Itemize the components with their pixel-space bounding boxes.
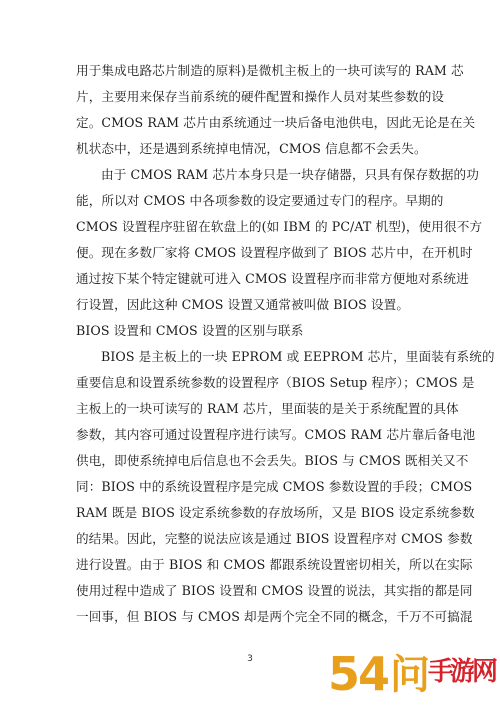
document-line: 由于 CMOS RAM 芯片本身只是一块存储器，只具有保存数据的功 xyxy=(101,167,479,182)
document-line: 重要信息和设置系统参数的设置程序（BIOS Setup 程序）；CMOS 是 xyxy=(76,375,475,390)
watermark-glyph: 网 xyxy=(472,657,499,687)
document-line: 用于集成电路芯片制造的原料)是微机主板上的一块可读写的 RAM 芯 xyxy=(76,63,464,78)
document-line: CMOS 设置程序驻留在软盘上的(如 IBM 的 PC/AT 机型)，使用很不方 xyxy=(76,219,483,234)
document-line: BIOS 是主板上的一块 EPROM 或 EEPROM 芯片，里面装有系统的 xyxy=(101,349,495,364)
watermark-glyph: 5 xyxy=(328,647,361,701)
document-line: RAM 既是 BIOS 设定系统参数的存放场所，又是 BIOS 设定系统参数 xyxy=(76,505,475,520)
document-line: BIOS 设置和 CMOS 设置的区别与联系 xyxy=(76,323,304,338)
document-line: 使用过程中造成了 BIOS 设置和 CMOS 设置的说法，其实指的都是同 xyxy=(76,583,473,598)
document-line: 机状态中，还是遇到系统掉电情况，CMOS 信息都不会丢失。 xyxy=(76,141,427,156)
watermark-glyph: 游 xyxy=(450,657,477,687)
watermark-logo-icon xyxy=(324,630,499,701)
document-line: 进行设置。由于 BIOS 和 CMOS 都跟系统设置密切相关，所以在实际 xyxy=(76,557,473,572)
document-line: 的结果。因此，完整的说法应该是通过 BIOS 设置程序对 CMOS 参数 xyxy=(76,531,473,546)
document-line: 参数，其内容可通过设置程序进行读写。CMOS RAM 芯片靠后备电池 xyxy=(76,427,476,442)
document-line: 同：BIOS 中的系统设置程序是完成 CMOS 参数设置的手段；CMOS xyxy=(76,479,473,494)
watermark-glyph: 问 xyxy=(390,652,430,698)
document-line: 通过按下某个特定键就可进入 CMOS 设置程序而非常方便地对系统进 xyxy=(76,271,469,286)
document-line: 片，主要用来保存当前系统的硬件配置和操作人员对某些参数的设 xyxy=(76,89,445,104)
site-watermark xyxy=(324,630,499,701)
document-line: 主板上的一块可读写的 RAM 芯片，里面装的是关于系统配置的具体 xyxy=(76,401,459,416)
page-number: 3 xyxy=(247,654,253,664)
watermark-glyph: 4 xyxy=(358,647,391,701)
document-line: 供电，即使系统掉电后信息也不会丢失。BIOS 与 CMOS 既相关又不 xyxy=(76,453,469,468)
document-line: 一回事，但 BIOS 与 CMOS 却是两个完全不同的概念，千万不可搞混 xyxy=(76,609,473,624)
document-line: 行设置，因此这种 CMOS 设置又通常被叫做 BIOS 设置。 xyxy=(76,297,410,312)
watermark-glyph: 手 xyxy=(428,657,455,687)
document-line: 能，所以对 CMOS 中各项参数的设定要通过专门的程序。早期的 xyxy=(76,193,444,208)
document-line: 便。现在多数厂家将 CMOS 设置程序做到了 BIOS 芯片中，在开机时 xyxy=(76,245,473,260)
document-body xyxy=(76,58,495,630)
document-line: 定。CMOS RAM 芯片由系统通过一块后备电池供电，因此无论是在关 xyxy=(76,115,476,130)
